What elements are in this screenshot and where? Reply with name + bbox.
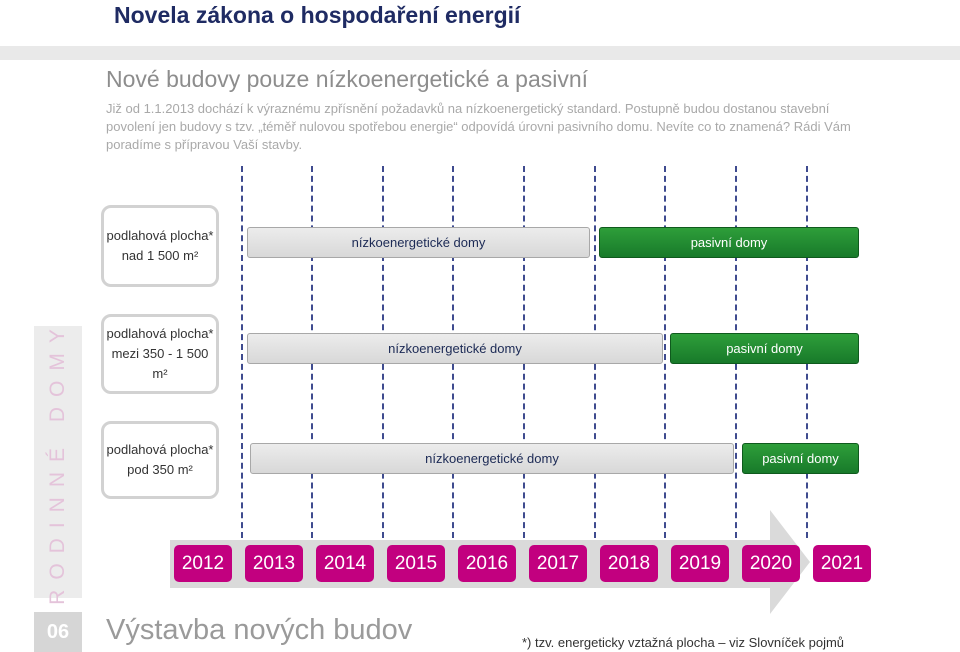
page-number: 06	[34, 612, 82, 652]
passive-bar: pasivní domy	[599, 227, 859, 258]
year-badge: 2016	[458, 545, 516, 582]
category-box-over-1500: podlahová plocha* nad 1 500 m²	[101, 205, 219, 287]
category-box-350-1500: podlahová plocha* mezi 350 - 1 500 m²	[101, 314, 219, 394]
page-title: Novela zákona o hospodaření energií	[114, 2, 521, 28]
sidebar-label: RODINNÉ DOMY	[46, 319, 69, 605]
year-badge: 2018	[600, 545, 658, 582]
year-badge: 2019	[671, 545, 729, 582]
year-badge: 2017	[529, 545, 587, 582]
sidebar-label-wrap	[34, 319, 82, 605]
section-heading: Nové budovy pouze nízkoenergetické a pasivní	[106, 66, 589, 92]
year-badge: 2015	[387, 545, 445, 582]
low-energy-bar: nízkoenergetické domy	[247, 333, 663, 364]
passive-bar: pasivní domy	[742, 443, 859, 474]
year-badge: 2013	[245, 545, 303, 582]
footer-title: Výstavba nových budov	[106, 614, 413, 646]
year-badge: 2014	[316, 545, 374, 582]
category-box-under-350: podlahová plocha* pod 350 m²	[101, 421, 219, 499]
passive-bar: pasivní domy	[670, 333, 859, 364]
footnote: *) tzv. energeticky vztažná plocha – viz Slovníček pojmů	[522, 635, 845, 650]
year-badge: 2012	[174, 545, 232, 582]
year-badge: 2020	[742, 545, 800, 582]
low-energy-bar: nízkoenergetické domy	[247, 227, 590, 258]
low-energy-bar: nízkoenergetické domy	[250, 443, 734, 474]
intro-text: Již od 1.1.2013 dochází k výraznému zpřísnění požadavků na nízkoenergetický standard. Postupně budou dostanou stavební povolení jen budovy s tzv. „téměř nulovou spotřebou energie“ odpovídá úrovni pasivního domu. Nevíte co to znamená? Rádi Vám poradíme s přípravou Vaší stavby.	[106, 101, 851, 152]
year-gridline	[664, 166, 666, 538]
header-divider	[0, 46, 960, 60]
year-badge: 2021	[813, 545, 871, 582]
year-gridline	[241, 166, 243, 538]
